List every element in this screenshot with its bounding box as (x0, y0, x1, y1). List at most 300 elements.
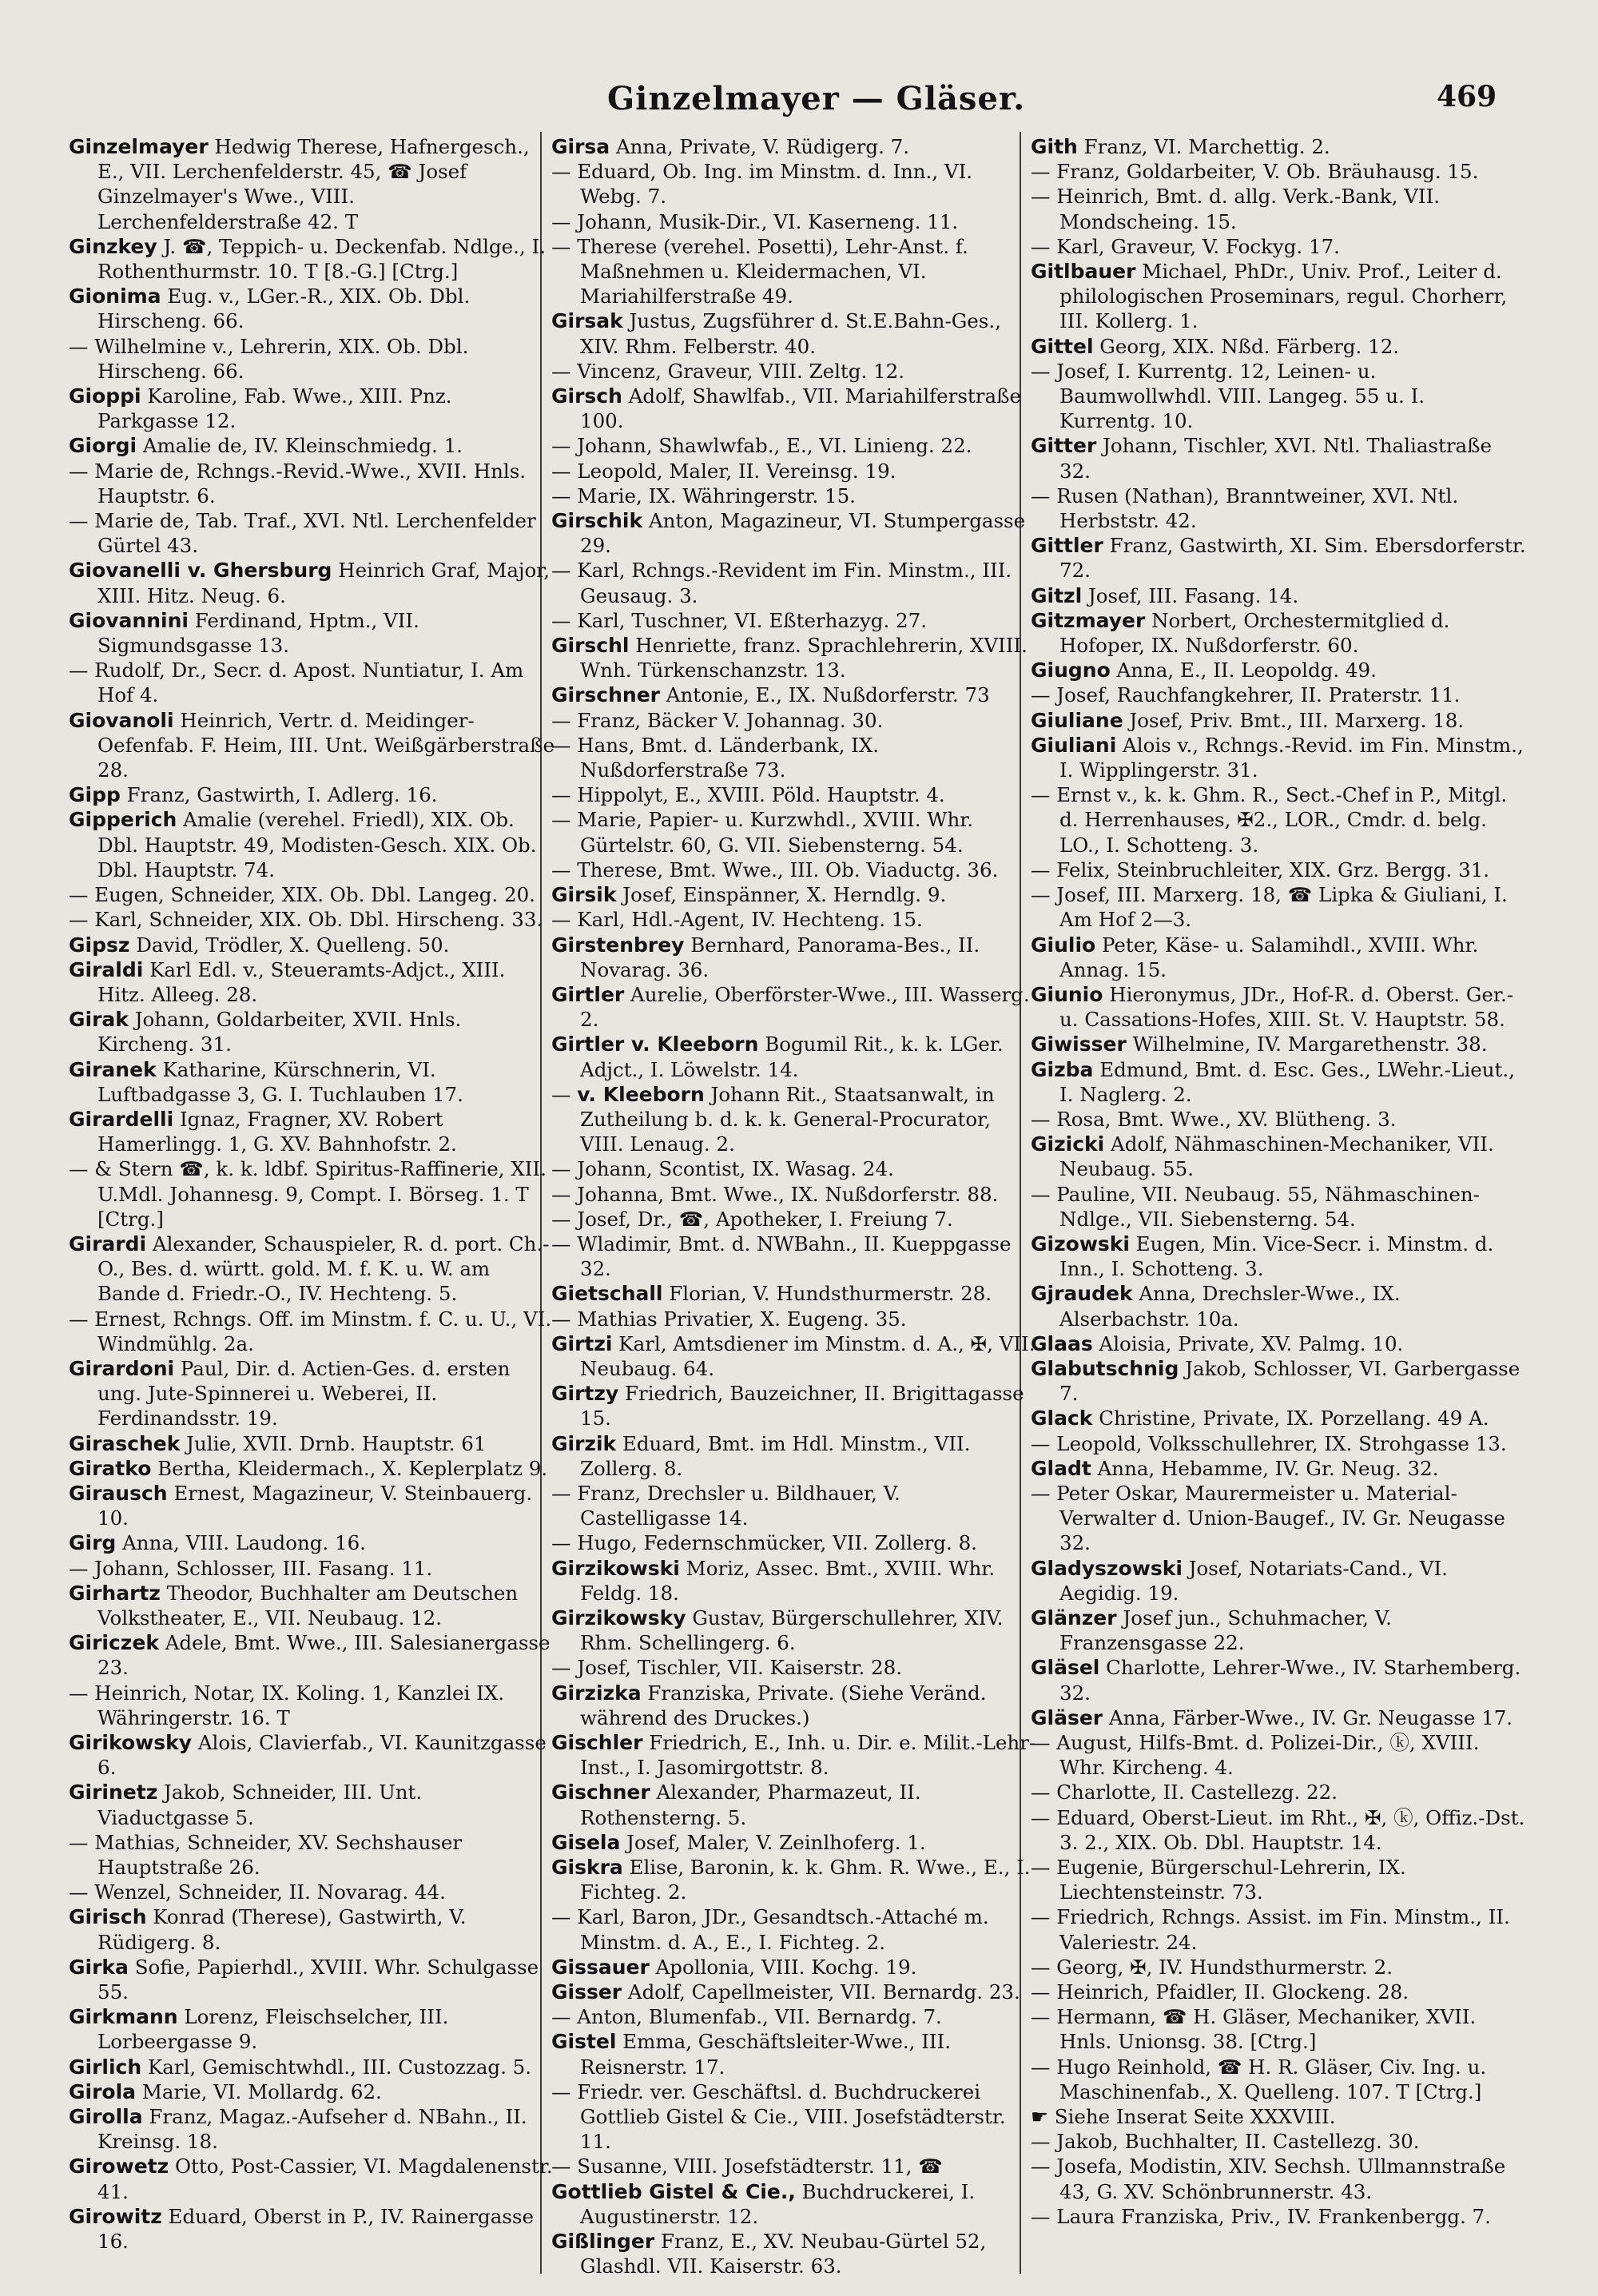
entry-details: Amalie de, IV. Kleinschmiedg. 1. (137, 434, 463, 458)
entry-details: Jakob, Buchhalter, II. Castellezg. 30. (1056, 2130, 1420, 2154)
directory-entry (551, 1556, 1037, 1606)
directory-entry (551, 359, 1037, 384)
entry-surname: Gioppi (69, 384, 141, 408)
entry-surname: Girschl (551, 634, 630, 658)
continuation-dash: — (551, 783, 578, 807)
entry-details: Hedwig Therese, Hafnergesch., E., VII. Lerchenfelderstr. 45, ☎ Josef Ginzelmayer's Wwe., VIII. Lerchenfelderstraße 42. T (97, 135, 530, 233)
directory-entry (69, 1556, 555, 1581)
entry-details: Adolf, Nähmaschinen-Mechaniker, VII. Neubaug. 55. (1059, 1132, 1494, 1181)
directory-entry (551, 1082, 1037, 1157)
directory-entry (551, 1431, 1037, 1481)
continuation-dash: — (1031, 783, 1057, 807)
continuation-dash: — (551, 708, 578, 732)
column-1 (69, 134, 555, 2276)
entry-details: Rusen (Nathan), Branntweiner, XVI. Ntl. Herbststr. 42. (1056, 483, 1459, 533)
entry-details: Wenzel, Schneider, II. Novarag. 44. (94, 1880, 446, 1904)
directory-entry (551, 682, 1037, 707)
directory-entry (1031, 483, 1526, 533)
directory-entry (69, 608, 555, 658)
entry-details: Alois v., Rchngs.-Revid. im Fin. Minstm., I. Wipplingerstr. 31. (1059, 733, 1524, 782)
entry-details: Michael, PhDr., Univ. Prof., Leiter d. philologischen Proseminars, regul. Chorherr, III. Kollerg. 1. (1059, 260, 1508, 333)
entry-details: Heinrich, Bmt. d. allg. Verk.-Bank, VII. Mondscheing. 15. (1056, 185, 1441, 233)
entry-details: Marie, IX. Währingerstr. 15. (577, 483, 856, 507)
continuation-dash: — (1031, 2204, 1057, 2228)
entry-details: Wilhelmine, IV. Margarethenstr. 38. (1126, 1033, 1488, 1056)
entry-surname: Gistel (551, 2030, 617, 2054)
directory-entry (1031, 2129, 1526, 2154)
entry-surname: Giraldi (69, 957, 144, 981)
directory-entry (551, 459, 1037, 483)
directory-entry (551, 1281, 1037, 1306)
entry-surname: Gionima (69, 285, 161, 308)
directory-entry (69, 384, 555, 433)
entry-details: Johann, Musik-Dir., VI. Kaserneng. 11. (577, 209, 959, 233)
directory-entry (551, 982, 1037, 1032)
directory-entry (551, 933, 1037, 982)
entry-details: Franz, Gastwirth, I. Adlerg. 16. (120, 783, 438, 807)
directory-entry (1031, 583, 1526, 608)
directory-entry (551, 483, 1037, 508)
directory-entry (69, 1630, 555, 1680)
directory-entry (551, 1032, 1037, 1081)
continuation-dash: — (1031, 1805, 1057, 1829)
entry-details: J. ☎, Teppich- u. Deckenfab. Ndlge., I. Rothenthurmstr. 10. T [8.-G.] [Ctrg.] (97, 234, 546, 284)
entry-details: Eduard, Oberst-Lieut. im Rht., ✠, ⓚ, Offiz.-Dst. 3. 2., XIX. Ob. Dbl. Hauptstr. 14. (1056, 1805, 1525, 1854)
directory-entry (551, 2229, 1037, 2276)
entry-surname: Girschik (551, 509, 643, 533)
directory-entry (551, 1904, 1037, 1954)
entry-details: Josef, Tischler, VII. Kaiserstr. 28. (577, 1656, 903, 1680)
directory-entry (1031, 184, 1526, 233)
entry-surname: Gizowski (1031, 1232, 1130, 1255)
continuation-dash: — (69, 1880, 95, 1904)
directory-entry (69, 1307, 555, 1356)
directory-entry (69, 933, 555, 957)
directory-entry (1031, 1481, 1526, 1556)
entry-details: Rudolf, Dr., Secr. d. Apost. Nuntiatur, I. Am Hof 4. (94, 659, 524, 707)
directory-entry (551, 1730, 1037, 1780)
entry-details: Charlotte, Lehrer-Wwe., IV. Starhemberg. 32. (1059, 1656, 1521, 1705)
entry-surname: Gipsz (69, 933, 130, 957)
entry-surname: Gißlinger (551, 2230, 655, 2254)
entry-details: Jakob, Schlosser, VI. Garbergasse 7. (1059, 1356, 1520, 1406)
entry-details: Mathias Privatier, X. Eugeng. 35. (577, 1307, 907, 1331)
entry-surname: Girak (69, 1008, 129, 1032)
entry-surname: Glabutschnig (1031, 1356, 1179, 1380)
directory-entry (551, 1855, 1037, 1904)
entry-details: Ignaz, Fragner, XV. Robert Hamerlingg. 1, G. XV. Bahnhofstr. 2. (97, 1107, 457, 1156)
continuation-dash: — (1031, 1905, 1057, 1929)
directory-entry (69, 2055, 555, 2079)
entry-details: Karl, Amtsdiener im Minstm. d. A., ✠, VII. Neubaug. 64. (580, 1331, 1036, 1380)
entry-details: Wladimir, Bmt. d. NWBahn., II. Kueppgasse 32. (577, 1232, 1012, 1281)
entry-details: Henriette, franz. Sprachlehrerin, XVIII. Wnh. Türkenschanzstr. 13. (580, 634, 1028, 682)
entry-details: Josef, III. Marxerg. 18, ☎ Lipka & Giuliani, I. Am Hof 2—3. (1056, 883, 1508, 932)
continuation-dash: — (1031, 1856, 1057, 1880)
entry-details: Franziska, Private. (Siehe Veränd. während des Druckes.) (580, 1681, 987, 1729)
entry-surname: Girardi (69, 1232, 147, 1255)
directory-entry (1031, 234, 1526, 259)
entry-surname: Giovanelli v. Ghersburg (69, 559, 332, 583)
directory-entry (1031, 933, 1526, 982)
entry-details: Heinrich, Notar, IX. Koling. 1, Kanzlei IX. Währingerstr. 16. T (94, 1681, 505, 1729)
entry-details: Hermann, ☎ H. Gläser, Mechaniker, XVII. Hnls. Unionsg. 38. [Ctrg.] (1056, 2005, 1477, 2054)
continuation-dash: — (1031, 2130, 1057, 2154)
directory-entry (1031, 1655, 1526, 1705)
entry-details: Bogumil Rit., k. k. LGer. Adjct., I. Löwelstr. 14. (580, 1033, 1004, 1081)
directory-entry (1031, 1805, 1526, 1855)
entry-surname: Girzikowski (551, 1556, 680, 1580)
continuation-dash: — (551, 359, 578, 383)
directory-entry (551, 508, 1037, 558)
entry-details: Lorenz, Fleischselcher, III. Lorbeergasse 9. (97, 2005, 449, 2054)
entry-details: Ernest, Rchngs. Off. im Minstm. f. C. u. U., VI. Windmühlg. 2a. (94, 1307, 552, 1355)
entry-surname: Girowitz (69, 2204, 162, 2228)
directory-entry (1031, 1281, 1526, 1331)
entry-surname: Girardoni (69, 1356, 175, 1380)
continuation-dash: — (1031, 234, 1057, 258)
directory-entry (551, 2029, 1037, 2079)
entry-details: Leopold, Maler, II. Vereinsg. 19. (577, 459, 896, 483)
entry-surname: Glaas (1031, 1331, 1093, 1355)
continuation-dash: — (551, 1307, 578, 1331)
entry-details: Georg, ✠, IV. Hundsthurmerstr. 2. (1056, 1955, 1393, 1979)
directory-entry (551, 807, 1037, 857)
directory-entry (551, 1780, 1037, 1829)
entry-surname: Giraschek (69, 1431, 181, 1455)
continuation-dash: — (1031, 1182, 1057, 1206)
entry-details: Josef, Einspänner, X. Herndlg. 9. (616, 883, 947, 907)
entry-surname: Gipperich (69, 808, 177, 832)
directory-entry (1031, 2004, 1526, 2054)
directory-entry (1031, 682, 1526, 707)
continuation-dash: — (69, 1307, 95, 1331)
directory-entry (551, 1307, 1037, 1331)
directory-entry (551, 433, 1037, 458)
entry-details: Josef, Priv. Bmt., III. Marxerg. 18. (1123, 708, 1465, 732)
directory-entry (69, 907, 555, 932)
continuation-dash: — (551, 1531, 578, 1555)
entry-surname: Gisela (551, 1830, 621, 1854)
entry-details: Friedrich, Rchngs. Assist. im Fin. Minstm., II. Valeriestr. 24. (1056, 1905, 1510, 1954)
entry-surname: Girtzy (551, 1382, 619, 1406)
entry-details: Anna, E., II. Leopoldg. 49. (1110, 659, 1377, 682)
entry-details: Anton, Magazineur, VI. Stumpergasse 29. (580, 509, 1026, 558)
continuation-dash: — (551, 459, 578, 483)
directory-entry (551, 234, 1037, 309)
directory-entry (1031, 259, 1526, 334)
entry-details: Adele, Bmt. Wwe., III. Salesianergasse 23. (97, 1631, 551, 1680)
directory-entry (1031, 433, 1526, 483)
directory-entry (69, 1057, 555, 1107)
entry-surname: Giuliane (1031, 708, 1123, 732)
directory-entry (69, 284, 555, 333)
directory-entry (551, 2154, 1037, 2179)
entry-surname: Gladyszowski (1031, 1556, 1183, 1580)
directory-entry (1031, 1855, 1526, 1904)
continuation-dash: — (1031, 160, 1057, 184)
directory-entry (1031, 658, 1526, 682)
directory-entry (69, 1581, 555, 1630)
column-2 (551, 134, 1037, 2276)
entry-details: Christine, Private, IX. Porzellang. 49 A. (1092, 1407, 1489, 1431)
continuation-dash: — (551, 1207, 578, 1231)
entry-surname: Girola (69, 2079, 137, 2103)
entry-surname: Gischner (551, 1781, 650, 1805)
continuation-dash: — (69, 659, 95, 682)
entry-surname: Gittel (1031, 334, 1094, 358)
entry-details: Josef, Rauchfangkehrer, II. Praterstr. 11. (1056, 683, 1461, 707)
directory-entry (551, 708, 1037, 733)
entry-details: Josefa, Modistin, XIV. Sechsh. Ullmannstraße 43, G. XV. Schönbrunnerstr. 43. (1056, 2155, 1506, 2203)
directory-entry (1031, 608, 1526, 658)
continuation-dash: — (551, 2079, 578, 2103)
entry-surname: Gitzl (1031, 583, 1083, 607)
continuation-dash: — (69, 883, 95, 907)
directory-entry (69, 1530, 555, 1555)
directory-entry (551, 558, 1037, 607)
entry-surname: Girka (69, 1955, 129, 1979)
directory-entry (551, 1207, 1037, 1232)
directory-entry (551, 1232, 1037, 1281)
directory-entry (69, 1156, 555, 1232)
entry-details: Marie de, Rchngs.-Revid.-Wwe., XVII. Hnls. Hauptstr. 6. (94, 459, 527, 507)
directory-entry (551, 209, 1037, 234)
entry-details: Johann Rit., Staatsanwalt, in Zutheilung b. d. k. k. General-Procurator, VIII. Lenaug. 2. (580, 1082, 995, 1156)
running-header (0, 80, 1598, 128)
continuation-dash: — (551, 908, 578, 932)
entry-details: Paul, Dir. d. Actien-Ges. d. ersten ung. Jute-Spinnerei u. Weberei, II. Ferdinandsstr. 19. (97, 1356, 511, 1431)
directory-entry (69, 459, 555, 508)
entry-details: Franz, Magaz.-Aufseher d. NBahn., II. Kreinsg. 18. (97, 2105, 527, 2154)
entry-details: Josef, Notariats-Cand., VI. Aegidig. 19. (1059, 1556, 1448, 1605)
entry-details: Otto, Post-Cassier, VI. Magdalenenstr. 41. (97, 2155, 553, 2203)
directory-entry (69, 1880, 555, 1904)
entry-details: Peter, Käse- u. Salamihdl., XVIII. Whr. Annag. 15. (1059, 933, 1479, 981)
entry-details: David, Trödler, X. Quelleng. 50. (129, 933, 450, 957)
directory-entry (551, 2004, 1037, 2029)
continuation-dash: — (551, 1082, 578, 1106)
entry-details: Franz, Gastwirth, XI. Sim. Ebersdorferstr. 72. (1059, 534, 1526, 583)
entry-details: Therese, Bmt. Wwe., III. Ob. Viaductg. 36. (577, 858, 999, 881)
entry-details: Konrad (Therese), Gastwirth, V. Rüdigerg. 8. (97, 1905, 467, 1954)
continuation-dash: — (551, 808, 578, 832)
continuation-dash: — (69, 908, 95, 932)
entry-details: Bertha, Kleidermach., X. Keplerplatz 9. (151, 1456, 548, 1480)
continuation-dash: — (551, 2155, 578, 2179)
entry-details: Wilhelmine v., Lehrerin, XIX. Ob. Dbl. Hirscheng. 66. (94, 334, 469, 383)
directory-entry (69, 1904, 555, 1954)
continuation-dash: — (551, 1182, 578, 1206)
directory-entry (69, 782, 555, 807)
entry-surname: Girsa (551, 135, 610, 158)
directory-entry (69, 1730, 555, 1780)
entry-surname: Giranek (69, 1057, 157, 1081)
continuation-dash: — (1031, 1781, 1057, 1805)
entry-surname: Giulio (1031, 933, 1096, 957)
entry-surname: Giovannini (69, 608, 189, 632)
continuation-dash: — (1031, 359, 1057, 383)
entry-details: Hippolyt, E., XVIII. Pöld. Hauptstr. 4. (577, 783, 945, 807)
directory-entry (1031, 1904, 1526, 1954)
entry-surname: Ginzelmayer (69, 135, 209, 158)
entry-details: Ferdinand, Hptm., VII. Sigmundsgasse 13. (97, 608, 419, 658)
entry-details: Friedrich, Bauzeichner, II. Brigittagasse 15. (580, 1382, 1024, 1431)
entry-surname: Giugno (1031, 659, 1111, 682)
entry-details: Moriz, Assec. Bmt., XVIII. Whr. Feldg. 18. (580, 1556, 996, 1605)
directory-entry (69, 1681, 555, 1730)
entry-surname: Giovanoli (69, 708, 174, 732)
directory-entry (551, 1481, 1037, 1530)
directory-entry (551, 858, 1037, 882)
continuation-dash: — (69, 1830, 95, 1854)
entry-details: Franz, Drechsler u. Bildhauer, V. Castelligasse 14. (577, 1481, 900, 1530)
entry-details: Karl, Graveur, V. Fockyg. 17. (1056, 234, 1340, 258)
directory-entry (551, 159, 1037, 209)
continuation-dash: — (69, 509, 95, 533)
entry-surname: Giratko (69, 1456, 152, 1480)
directory-entry (1031, 134, 1526, 159)
entry-details: Alexander, Schauspieler, R. d. port. Ch.-O., Bes. d. württ. gold. M. f. K. u. W. am Bande d. Friedr.-O., IV. Hechteng. 5. (97, 1232, 550, 1306)
directory-entry (551, 733, 1037, 782)
continuation-dash: — (551, 160, 578, 184)
entry-details: Ernst v., k. k. Ghm. R., Sect.-Chef in P., Mitgl. d. Herrenhauses, ✠2., LOR., Cmdr. d. belg. LO., I. Schotteng. 3. (1056, 783, 1508, 857)
continuation-dash: — (1031, 683, 1057, 707)
entry-surname: Glänzer (1031, 1606, 1117, 1629)
directory-entry (1031, 1331, 1526, 1356)
entry-details: Adolf, Shawlfab., VII. Mariahilferstraße 100. (580, 384, 1021, 433)
entry-details: Karl, Gemischtwhdl., III. Custozzag. 5. (141, 2055, 532, 2079)
directory-entry (551, 882, 1037, 907)
directory-entry (69, 1481, 555, 1530)
entry-details: Aurelie, Oberförster-Wwe., III. Wasserg. 2. (580, 982, 1030, 1032)
directory-entry (69, 957, 555, 1007)
directory-entry (69, 2104, 555, 2154)
entry-surname: Girisch (69, 1905, 147, 1929)
entry-details: Eugenie, Bürgerschul-Lehrerin, IX. Liechtensteinstr. 73. (1056, 1856, 1406, 1904)
entry-details: Florian, V. Hundsthurmerstr. 28. (662, 1282, 992, 1306)
continuation-dash: — (1031, 858, 1057, 881)
entry-details: Josef, III. Fasang. 14. (1082, 583, 1299, 607)
entry-details: Norbert, Orchestermitglied d. Hofoper, IX. Nußdorferstr. 60. (1059, 608, 1450, 658)
entry-details: Heinrich, Pfaidler, II. Glockeng. 28. (1056, 1980, 1409, 2004)
continuation-dash: — (551, 2005, 578, 2029)
entry-details: Rosa, Bmt. Wwe., XV. Blütheng. 3. (1056, 1107, 1397, 1131)
continuation-dash: — (551, 733, 578, 757)
directory-entry (551, 384, 1037, 433)
entry-details: Pauline, VII. Neubaug. 55, Nähmaschinen-Ndlge., VII. Siebensterng. 54. (1056, 1182, 1480, 1231)
directory-entry (69, 1232, 555, 1307)
entry-surname: Girlich (69, 2055, 142, 2079)
entry-surname: Girikowsky (69, 1731, 193, 1754)
entry-surname: Giriczek (69, 1631, 159, 1655)
directory-entry (1031, 334, 1526, 359)
entry-details: August, Hilfs-Bmt. d. Polizei-Dir., ⓚ, XVIII. Whr. Kircheng. 4. (1056, 1731, 1480, 1780)
continuation-dash: — (551, 608, 578, 632)
entry-details: Emma, Geschäftsleiter-Wwe., III. Reisnerstr. 17. (580, 2030, 952, 2079)
continuation-dash: — (69, 334, 95, 358)
directory-entry (69, 708, 555, 783)
entry-surname: Girzizka (551, 1681, 642, 1705)
continuation-dash: — (551, 483, 578, 507)
entry-details: Anna, Hebamme, IV. Gr. Neug. 32. (1091, 1456, 1439, 1480)
entry-details: Eduard, Ob. Ing. im Minstm. d. Inn., VI. Webg. 7. (577, 160, 973, 209)
continuation-dash: — (1031, 185, 1057, 209)
directory-entry (69, 334, 555, 384)
entry-surname: v. Kleeborn (577, 1082, 705, 1106)
entry-details: Mathias, Schneider, XV. Sechshauser Hauptstraße 26. (94, 1830, 463, 1880)
entry-surname: Gladt (1031, 1456, 1091, 1480)
entry-surname: Girtler v. Kleeborn (551, 1033, 759, 1056)
continuation-dash: — (551, 234, 578, 258)
directory-entry (1031, 1456, 1526, 1481)
directory-entry (551, 1156, 1037, 1181)
entry-surname: Gitter (1031, 434, 1097, 458)
directory-entry (1031, 1057, 1526, 1107)
directory-entry (551, 134, 1037, 159)
continuation-dash: — (1031, 1431, 1057, 1455)
directory-entry (551, 907, 1037, 932)
directory-entry (69, 558, 555, 607)
entry-details: Josef, Maler, V. Zeinlhoferg. 1. (620, 1830, 926, 1854)
entry-details: Sofie, Papierhdl., XVIII. Whr. Schulgasse 55. (97, 1955, 539, 2004)
entry-surname: Gitlbauer (1031, 260, 1136, 284)
entry-surname: Girzikowsky (551, 1606, 686, 1629)
entry-surname: Girschner (551, 683, 660, 707)
entry-details: Josef, Dr., ☎, Apotheker, I. Freiung 7. (577, 1207, 953, 1231)
entry-details: Laura Franziska, Priv., IV. Frankenbergg. 7. (1056, 2204, 1491, 2228)
directory-entry (69, 1356, 555, 1431)
entry-details: Anna, Färber-Wwe., IV. Gr. Neugasse 17. (1103, 1705, 1513, 1729)
entry-surname: Gizicki (1031, 1132, 1105, 1156)
entry-details: Eduard, Oberst in P., IV. Rainergasse 16. (97, 2204, 534, 2254)
entry-details: Antonie, E., IX. Nußdorferstr. 73 (660, 683, 990, 707)
entry-details: Alois, Clavierfab., VI. Kaunitzgasse 6. (97, 1731, 547, 1780)
entry-surname: Giuliani (1031, 733, 1117, 757)
directory-entry (1031, 882, 1526, 932)
entry-details: Charlotte, II. Castellezg. 22. (1056, 1781, 1338, 1805)
directory-entry (1031, 1606, 1526, 1655)
entry-details: ☛ Siehe Inserat Seite XXXVIII. (1031, 2105, 1336, 2129)
entry-details: Anna, Private, V. Rüdigerg. 7. (610, 135, 910, 158)
entry-details: Marie, Papier- u. Kurzwhdl., XVIII. Whr. Gürtelstr. 60, G. VII. Siebensterng. 54. (577, 808, 974, 857)
entry-surname: Giwisser (1031, 1033, 1127, 1056)
directory-entry (551, 2179, 1037, 2229)
entry-details: Johann, Goldarbeiter, XVII. Hnls. Kircheng. 31. (97, 1008, 462, 1056)
entry-details: Alexander, Pharmazeut, II. Rothensterng. 5. (580, 1781, 921, 1829)
continuation-dash: — (1031, 1980, 1057, 2004)
directory-entry (69, 2204, 555, 2254)
directory-entry (69, 2154, 555, 2203)
continuation-dash: — (69, 459, 95, 483)
entry-details: Bernhard, Panorama-Bes., II. Novarag. 36. (580, 933, 980, 981)
continuation-dash: — (551, 1481, 578, 1505)
entry-details: Amalie (verehel. Friedl), XIX. Ob. Dbl. Hauptstr. 49, Modisten-Gesch. XIX. Ob. Dbl. Hauptstr. 74. (97, 808, 537, 881)
entry-details: Karoline, Fab. Wwe., XIII. Pnz. Parkgasse 12. (97, 384, 452, 433)
directory-entry (551, 782, 1037, 807)
entry-details: Georg, XIX. Nßd. Färberg. 12. (1093, 334, 1400, 358)
entry-details: Marie de, Tab. Traf., XVI. Ntl. Lerchenfelder Gürtel 43. (94, 509, 536, 558)
entry-surname: Gisser (551, 1980, 622, 2004)
directory-entry (1031, 2104, 1526, 2129)
entry-details: Friedrich, E., Inh. u. Dir. e. Milit.-Lehr-Inst., I. Jasomirgottstr. 8. (580, 1731, 1036, 1780)
entry-surname: Gietschall (551, 1282, 663, 1306)
entry-surname: Gipp (69, 783, 121, 807)
directory-entry (1031, 982, 1526, 1032)
directory-entry (551, 308, 1037, 358)
entry-surname: Girkmann (69, 2005, 178, 2029)
directory-entry (1031, 1132, 1526, 1181)
